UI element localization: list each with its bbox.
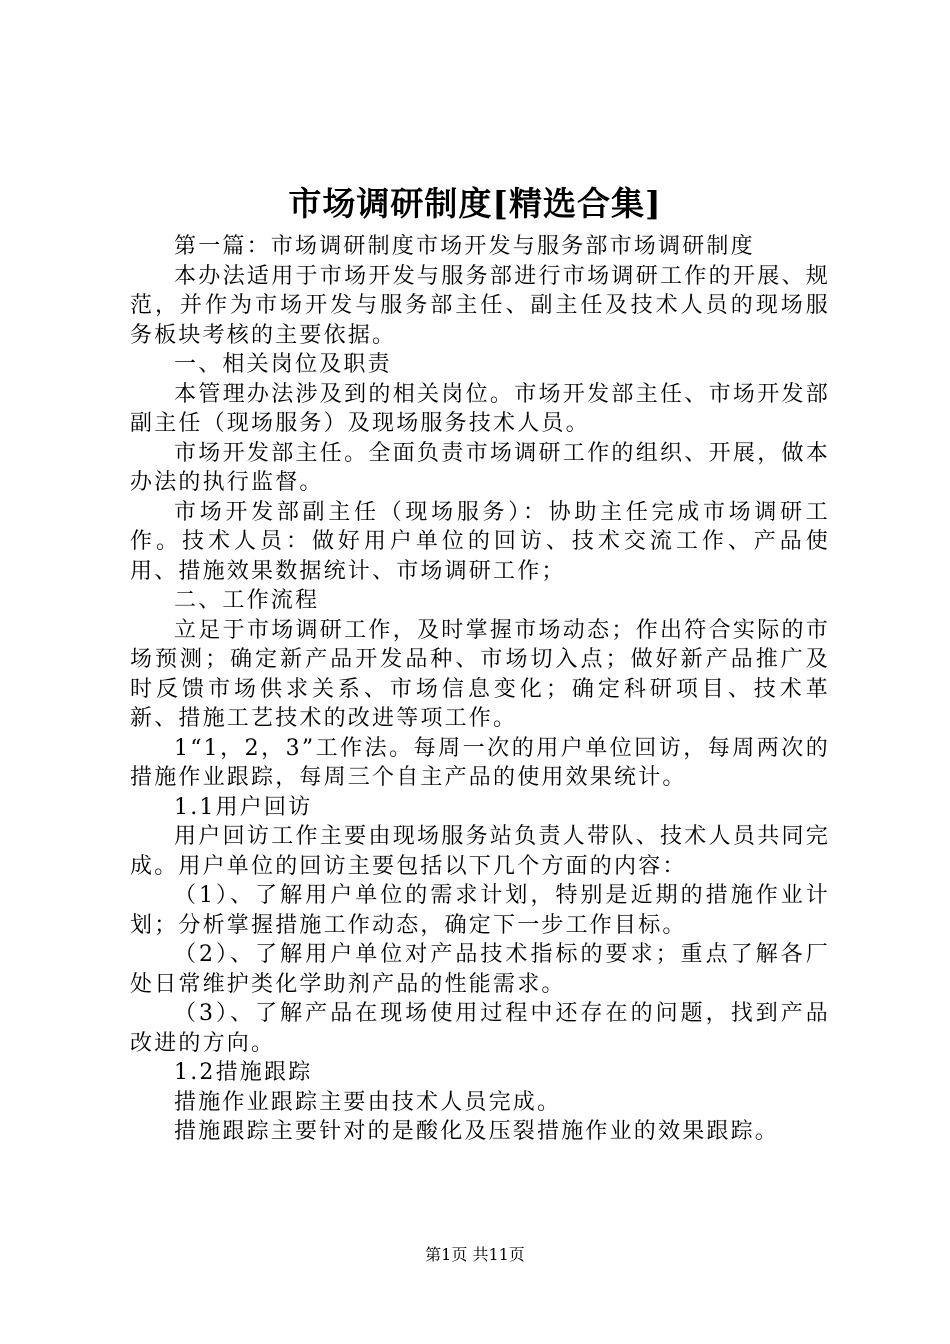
section-heading: 二、工作流程	[174, 588, 320, 613]
paragraph: 措施作业跟踪主要由技术人员完成。	[174, 1089, 562, 1115]
paragraph: 立足于市场调研工作，及时掌握市场动态；作出符合实际的市场预测；确定新产品开发品种、市场切入点；做好新产品推广及时反馈市场供求关系、市场信息变化；确定科研项目、技术革新、措施工艺技术的改进等项工作。	[130, 617, 830, 731]
paragraph: 本管理办法涉及到的相关岗位。市场开发部主任、市场开发部副主任（现场服务）及现场服务技术人员。	[130, 381, 830, 436]
paragraph: （1）、了解用户单位的需求计划，特别是近期的措施作业计划；分析掌握措施工作动态，确定下一步工作目标。	[130, 883, 830, 938]
paragraph: （3）、了解产品在现场使用过程中还存在的问题，找到产品改进的方向。	[130, 1001, 830, 1056]
paragraph: 1“1，2，3”工作法。每周一次的用户单位回访，每周两次的措施作业跟踪，每周三个自主产品的使用效果统计。	[130, 735, 830, 790]
document-body	[130, 232, 830, 1147]
paragraph: 第一篇：市场调研制度市场开发与服务部市场调研制度	[174, 234, 755, 259]
subsection-heading: 1.1用户回访	[174, 794, 313, 820]
paragraph: 市场开发部主任。全面负责市场调研工作的组织、开展，做本办法的执行监督。	[130, 440, 830, 495]
paragraph: （2）、了解用户单位对产品技术指标的要求；重点了解各厂处日常维护类化学助剂产品的性能需求。	[130, 942, 830, 997]
paragraph: 本办法适用于市场开发与服务部进行市场调研工作的开展、规范，并作为市场开发与服务部主任、副主任及技术人员的现场服务板块考核的主要依据。	[130, 263, 830, 348]
document-title: 市场调研制度[精选合集]	[288, 184, 662, 223]
page-footer: 第1页 共11页	[425, 1245, 525, 1264]
paragraph: 用户回访工作主要由现场服务站负责人带队、技术人员共同完成。用户单位的回访主要包括以下几个方面的内容：	[130, 824, 830, 879]
subsection-heading: 1.2措施跟踪	[174, 1060, 313, 1085]
paragraph: 措施跟踪主要针对的是酸化及压裂措施作业的效果跟踪。	[174, 1119, 780, 1144]
paragraph: 市场开发部副主任（现场服务）：协助主任完成市场调研工作。技术人员：做好用户单位的回访、技术交流工作、产品使用、措施效果数据统计、市场调研工作；	[130, 499, 830, 584]
section-heading: 一、相关岗位及职责	[174, 352, 392, 377]
